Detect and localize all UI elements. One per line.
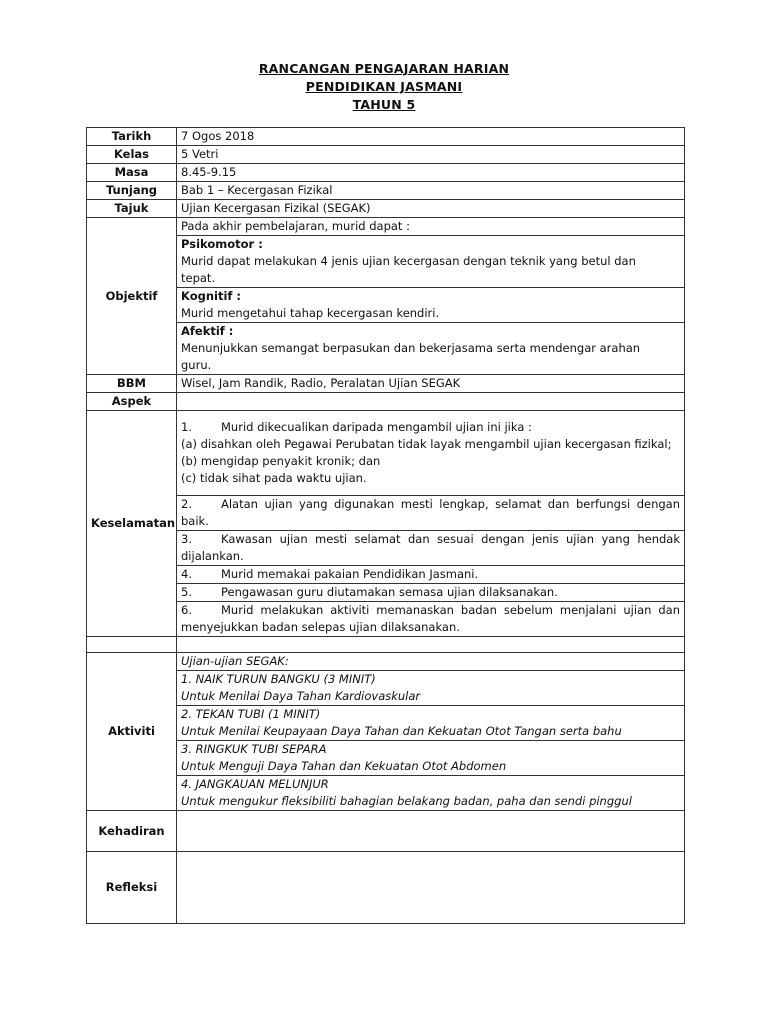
keselamatan-num-1: 1. bbox=[181, 420, 192, 434]
aktiviti-item-2 bbox=[177, 706, 685, 741]
afektif-line-1: Menunjukkan semangat berpasukan dan bekerjasama serta mendengar arahan bbox=[181, 341, 641, 355]
row-aktiviti-2 bbox=[87, 706, 685, 741]
keselamatan-sub-c: (c) tidak sihat pada waktu ujian. bbox=[181, 471, 367, 485]
title-line-3: TAHUN 5 bbox=[352, 97, 416, 112]
label-keselamatan: Keselamatan bbox=[87, 411, 177, 637]
keselamatan-item-3 bbox=[177, 531, 685, 566]
value-kehadiran bbox=[177, 811, 685, 852]
aktiviti-desc-4: Untuk mengukur fleksibiliti bahagian belakang badan, paha dan sendi pinggul bbox=[181, 794, 632, 808]
aktiviti-desc-1: Untuk Menilai Daya Tahan Kardiovaskular bbox=[181, 689, 421, 703]
row-bbm bbox=[87, 375, 685, 393]
row-aktiviti-intro bbox=[87, 653, 685, 671]
spacer-value bbox=[177, 637, 685, 653]
label-tarikh: Tarikh bbox=[87, 128, 177, 146]
row-kognitif bbox=[87, 288, 685, 323]
kognitif-heading: Kognitif : bbox=[181, 289, 242, 303]
label-tajuk: Tajuk bbox=[87, 200, 177, 218]
row-keselamatan-5 bbox=[87, 584, 685, 602]
afektif-cell bbox=[177, 323, 685, 375]
value-refleksi bbox=[177, 852, 685, 924]
row-kelas bbox=[87, 146, 685, 164]
keselamatan-sub-a: (a) disahkan oleh Pegawai Perubatan tidak layak mengambil ujian kecergasan fizikal; bbox=[181, 437, 672, 451]
keselamatan-text-3: Kawasan ujian mesti selamat dan sesuai dengan jenis ujian yang hendak dijalankan. bbox=[181, 532, 680, 563]
keselamatan-text-6: Murid melakukan aktiviti memanaskan badan sebelum menjalani ujian dan menyejukkan badan selepas ujian dilaksanakan. bbox=[181, 603, 680, 634]
aktiviti-title-3: 3. RINGKUK TUBI SEPARA bbox=[181, 742, 327, 756]
label-tunjang: Tunjang bbox=[87, 182, 177, 200]
keselamatan-num-6: 6. bbox=[181, 603, 192, 617]
row-kehadiran bbox=[87, 811, 685, 852]
aktiviti-desc-2: Untuk Menilai Keupayaan Daya Tahan dan Kekuatan Otot Tangan serta bahu bbox=[181, 724, 622, 738]
aktiviti-title-1: 1. NAIK TURUN BANGKU (3 MINIT) bbox=[181, 672, 376, 686]
row-objektif-intro bbox=[87, 218, 685, 236]
keselamatan-num-5: 5. bbox=[181, 585, 192, 599]
label-aktiviti: Aktiviti bbox=[87, 653, 177, 811]
value-tarikh: 7 Ogos 2018 bbox=[177, 128, 685, 146]
value-tajuk: Ujian Kecergasan Fizikal (SEGAK) bbox=[177, 200, 685, 218]
row-tajuk bbox=[87, 200, 685, 218]
row-aktiviti-3 bbox=[87, 741, 685, 776]
aktiviti-desc-3: Untuk Menguji Daya Tahan dan Kekuatan Otot Abdomen bbox=[181, 759, 507, 773]
row-keselamatan-1 bbox=[87, 411, 685, 496]
label-objektif: Objektif bbox=[87, 218, 177, 375]
aktiviti-title-4: 4. JANGKAUAN MELUNJUR bbox=[181, 777, 329, 791]
label-masa: Masa bbox=[87, 164, 177, 182]
row-tunjang bbox=[87, 182, 685, 200]
row-tarikh bbox=[87, 128, 685, 146]
kognitif-text: Murid mengetahui tahap kecergasan kendiri. bbox=[181, 306, 440, 320]
value-bbm: Wisel, Jam Randik, Radio, Peralatan Ujian SEGAK bbox=[177, 375, 685, 393]
label-bbm: BBM bbox=[87, 375, 177, 393]
row-masa bbox=[87, 164, 685, 182]
row-keselamatan-6 bbox=[87, 602, 685, 637]
value-aspek bbox=[177, 393, 685, 411]
row-refleksi bbox=[87, 852, 685, 924]
value-kelas: 5 Vetri bbox=[177, 146, 685, 164]
psikomotor-line-1: Murid dapat melakukan 4 jenis ujian kecergasan dengan teknik yang betul dan bbox=[181, 254, 636, 268]
label-aspek: Aspek bbox=[87, 393, 177, 411]
keselamatan-item-2 bbox=[177, 496, 685, 531]
row-keselamatan-2 bbox=[87, 496, 685, 531]
kognitif-cell bbox=[177, 288, 685, 323]
psikomotor-heading: Psikomotor : bbox=[181, 237, 263, 251]
keselamatan-num-4: 4. bbox=[181, 567, 192, 581]
keselamatan-item-4 bbox=[177, 566, 685, 584]
keselamatan-sub-b: (b) mengidap penyakit kronik; dan bbox=[181, 454, 381, 468]
label-kehadiran: Kehadiran bbox=[87, 811, 177, 852]
title-line-1: RANCANGAN PENGAJARAN HARIAN bbox=[258, 61, 510, 76]
keselamatan-text-5: Pengawasan guru diutamakan semasa ujian dilaksanakan. bbox=[221, 585, 558, 599]
keselamatan-text-2: Alatan ujian yang digunakan mesti lengkap, selamat dan berfungsi dengan baik. bbox=[181, 497, 680, 528]
aktiviti-intro: Ujian-ujian SEGAK: bbox=[177, 653, 685, 671]
title-line-2: PENDIDIKAN JASMANI bbox=[305, 79, 463, 94]
keselamatan-num-2: 2. bbox=[181, 497, 192, 511]
spacer-label bbox=[87, 637, 177, 653]
row-psikomotor bbox=[87, 236, 685, 288]
objektif-intro: Pada akhir pembelajaran, murid dapat : bbox=[177, 218, 685, 236]
row-spacer bbox=[87, 637, 685, 653]
aktiviti-title-2: 2. TEKAN TUBI (1 MINIT) bbox=[181, 707, 321, 721]
row-afektif bbox=[87, 323, 685, 375]
keselamatan-text-1: Murid dikecualikan daripada mengambil ujian ini jika : bbox=[221, 420, 532, 434]
row-aspek bbox=[87, 393, 685, 411]
afektif-line-2: guru. bbox=[181, 358, 212, 372]
row-aktiviti-4 bbox=[87, 776, 685, 811]
keselamatan-num-3: 3. bbox=[181, 532, 192, 546]
keselamatan-item-5 bbox=[177, 584, 685, 602]
psikomotor-cell bbox=[177, 236, 685, 288]
document-header bbox=[0, 60, 768, 114]
value-tunjang: Bab 1 – Kecergasan Fizikal bbox=[177, 182, 685, 200]
row-keselamatan-4 bbox=[87, 566, 685, 584]
afektif-heading: Afektif : bbox=[181, 324, 234, 338]
keselamatan-text-4: Murid memakai pakaian Pendidikan Jasmani. bbox=[221, 567, 479, 581]
keselamatan-item-1 bbox=[177, 411, 685, 496]
row-keselamatan-3 bbox=[87, 531, 685, 566]
row-aktiviti-1 bbox=[87, 671, 685, 706]
value-masa: 8.45-9.15 bbox=[177, 164, 685, 182]
aktiviti-item-4 bbox=[177, 776, 685, 811]
label-kelas: Kelas bbox=[87, 146, 177, 164]
aktiviti-item-3 bbox=[177, 741, 685, 776]
label-refleksi: Refleksi bbox=[87, 852, 177, 924]
psikomotor-line-2: tepat. bbox=[181, 271, 216, 285]
aktiviti-item-1 bbox=[177, 671, 685, 706]
lesson-plan-table bbox=[86, 127, 685, 924]
keselamatan-item-6 bbox=[177, 602, 685, 637]
